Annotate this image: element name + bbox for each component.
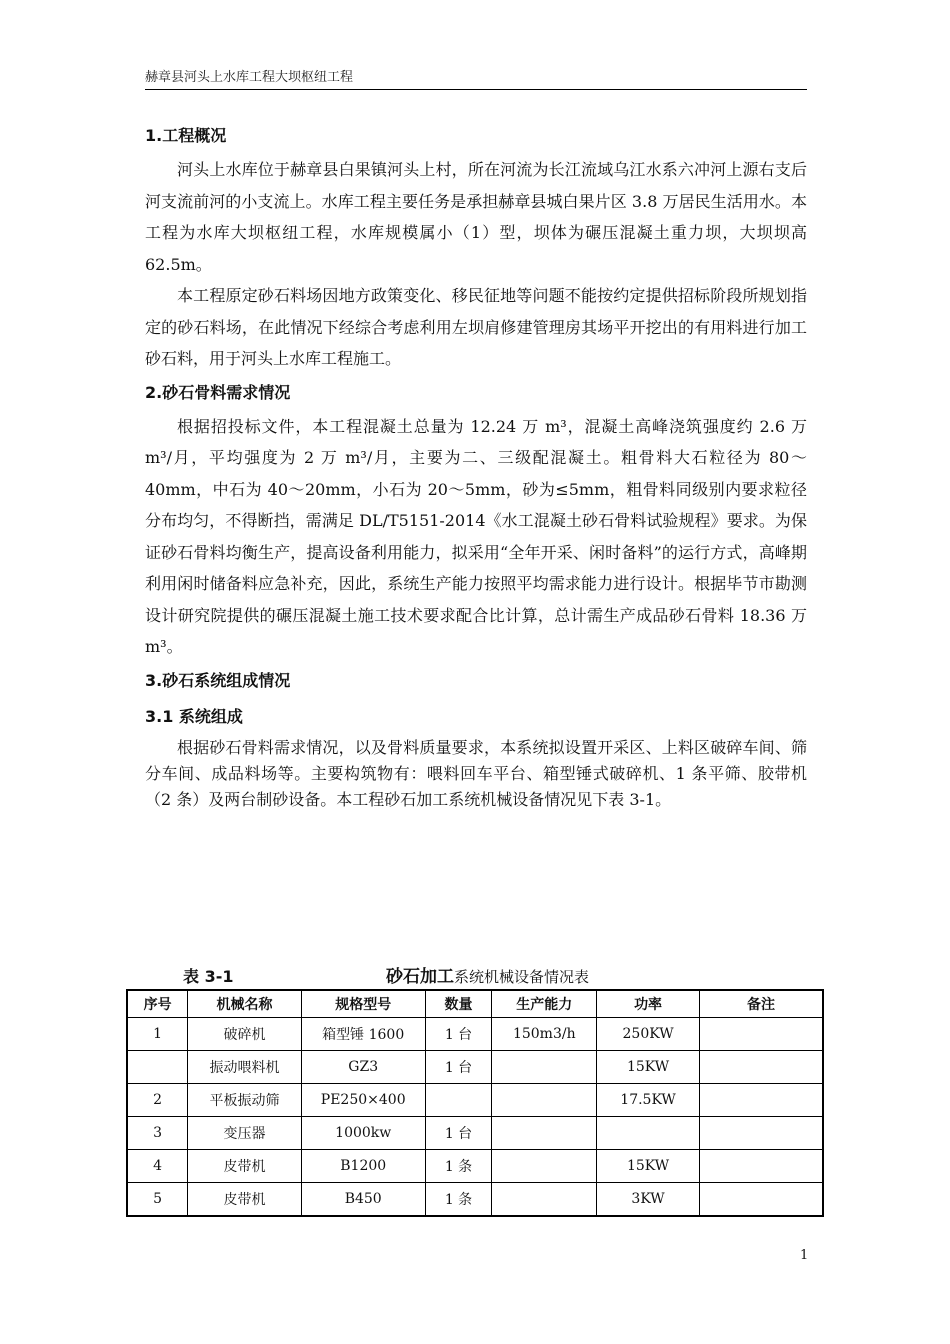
section-heading-3: 3.砂石系统组成情况 xyxy=(145,670,291,690)
table-cell: B450 xyxy=(301,1183,425,1217)
header-cell-spec: 规格型号 xyxy=(301,990,425,1018)
header-cell-power: 功率 xyxy=(597,990,700,1018)
table-cell: 1 台 xyxy=(425,1051,492,1084)
table-cell: 1 台 xyxy=(425,1018,492,1051)
table-cell: 15KW xyxy=(597,1150,700,1183)
table-cell xyxy=(699,1084,823,1117)
table-cell: 破碎机 xyxy=(188,1018,302,1051)
table-row xyxy=(127,1150,823,1183)
table-cell: 平板振动筛 xyxy=(188,1084,302,1117)
table-cell: 皮带机 xyxy=(188,1150,302,1183)
table-cell xyxy=(127,1051,188,1084)
table-title-bold: 砂石加工 xyxy=(386,967,454,987)
table-cell: 250KW xyxy=(597,1018,700,1051)
header-cell-index: 序号 xyxy=(127,990,188,1018)
table-cell xyxy=(425,1084,492,1117)
page-number: 1 xyxy=(800,1248,809,1263)
table-cell: 变压器 xyxy=(188,1117,302,1150)
table-cell: 4 xyxy=(127,1150,188,1183)
header-cell-remarks: 备注 xyxy=(699,990,823,1018)
table-title-rest: 系统机械设备情况表 xyxy=(454,968,590,986)
table-cell xyxy=(492,1183,597,1217)
table-cell: GZ3 xyxy=(301,1051,425,1084)
table-cell: 5 xyxy=(127,1183,188,1217)
table-cell: 3KW xyxy=(597,1183,700,1217)
table-cell: 1000kw xyxy=(301,1117,425,1150)
subsection-heading-3-1: 3.1 系统组成 xyxy=(145,706,243,726)
table-row xyxy=(127,1117,823,1150)
table-cell: 1 xyxy=(127,1018,188,1051)
table-label: 表 3-1 xyxy=(183,967,234,986)
table-cell xyxy=(699,1183,823,1217)
table-cell: 振动喂料机 xyxy=(188,1051,302,1084)
table-caption xyxy=(145,962,807,988)
table-cell: 150m3/h xyxy=(492,1018,597,1051)
paragraph-aggregate-demand: 根据招投标文件，本工程混凝土总量为 12.24 万 m³，混凝土高峰浇筑强度约 2.6 万 m³/月，平均强度为 2 万 m³/月，主要为二、三级配混凝土。粗骨料大石粒径为 80～40mm，中石为 40～20mm，小石为 20～5mm，砂为≤5mm，粗骨料同级别内要求粒径分布均匀，不得断挡，需满足 DL/T5151-2014《水工混凝土砂石骨料试验规程》要求。为保证砂石骨料均衡生产，提高设备利用能力，拟采用“全年开采、闲时备料”的运行方式，高峰期利用闲时储备料应急补充，因此，系统生产能力按照平均需求能力进行设计。根据毕节市勘测设计研究院提供的碾压混凝土施工技术要求配合比计算，总计需生产成品砂石骨料 18.36 万 m³。 xyxy=(145,416,807,656)
document-body xyxy=(145,118,807,813)
header-cell-capacity: 生产能力 xyxy=(492,990,597,1018)
table-row xyxy=(127,1018,823,1051)
table-cell xyxy=(492,1150,597,1183)
section-heading-2: 2.砂石骨料需求情况 xyxy=(145,382,291,402)
table-row xyxy=(127,1183,823,1217)
table-header-row xyxy=(127,990,823,1018)
table-cell xyxy=(699,1150,823,1183)
paragraph-system-composition: 根据砂石骨料需求情况，以及骨料质量要求，本系统拟设置开采区、上料区破碎车间、筛分车间、成品料场等。主要构筑物有：喂料回车平台、箱型锤式破碎机、1 条平筛、胶带机（2 条）及两台制砂设备。本工程砂石加工系统机械设备情况见下表 3-1。 xyxy=(145,737,807,809)
table-cell xyxy=(492,1117,597,1150)
table-row xyxy=(127,1084,823,1117)
table-cell: PE250×400 xyxy=(301,1084,425,1117)
table-cell: 17.5KW xyxy=(597,1084,700,1117)
table-cell: 3 xyxy=(127,1117,188,1150)
table-title xyxy=(386,962,589,987)
header-cell-quantity: 数量 xyxy=(425,990,492,1018)
header-cell-machine: 机械名称 xyxy=(188,990,302,1018)
table-cell: 15KW xyxy=(597,1051,700,1084)
table-cell: 皮带机 xyxy=(188,1183,302,1217)
table-cell xyxy=(597,1117,700,1150)
table-cell xyxy=(699,1117,823,1150)
equipment-table xyxy=(126,989,824,1217)
table-cell xyxy=(492,1051,597,1084)
table-cell: 1 条 xyxy=(425,1183,492,1217)
table-cell xyxy=(699,1018,823,1051)
running-header: 赫章县河头上水库工程大坝枢纽工程 xyxy=(145,66,807,90)
table-cell: B1200 xyxy=(301,1150,425,1183)
table-cell: 箱型锤 1600 xyxy=(301,1018,425,1051)
table-cell: 2 xyxy=(127,1084,188,1117)
paragraph-project-overview: 河头上水库位于赫章县白果镇河头上村，所在河流为长江流域乌江水系六冲河上源右支后河支流前河的小支流上。水库工程主要任务是承担赫章县城白果片区 3.8 万居民生活用水。本工程为水库大坝枢纽工程，水库规模属小（1）型，坝体为碾压混凝土重力坝，大坝坝高 62.5m。 xyxy=(145,160,807,274)
table-cell xyxy=(492,1084,597,1117)
table-cell: 1 条 xyxy=(425,1150,492,1183)
table-cell: 1 台 xyxy=(425,1117,492,1150)
paragraph-material-source: 本工程原定砂石料场因地方政策变化、移民征地等问题不能按约定提供招标阶段所规划指定的砂石料场，在此情况下经综合考虑利用左坝肩修建管理房其场平开挖出的有用料进行加工砂石料，用于河头上水库工程施工。 xyxy=(145,286,807,368)
section-heading-1: 1.工程概况 xyxy=(145,126,227,145)
table-row xyxy=(127,1051,823,1084)
table-cell xyxy=(699,1051,823,1084)
